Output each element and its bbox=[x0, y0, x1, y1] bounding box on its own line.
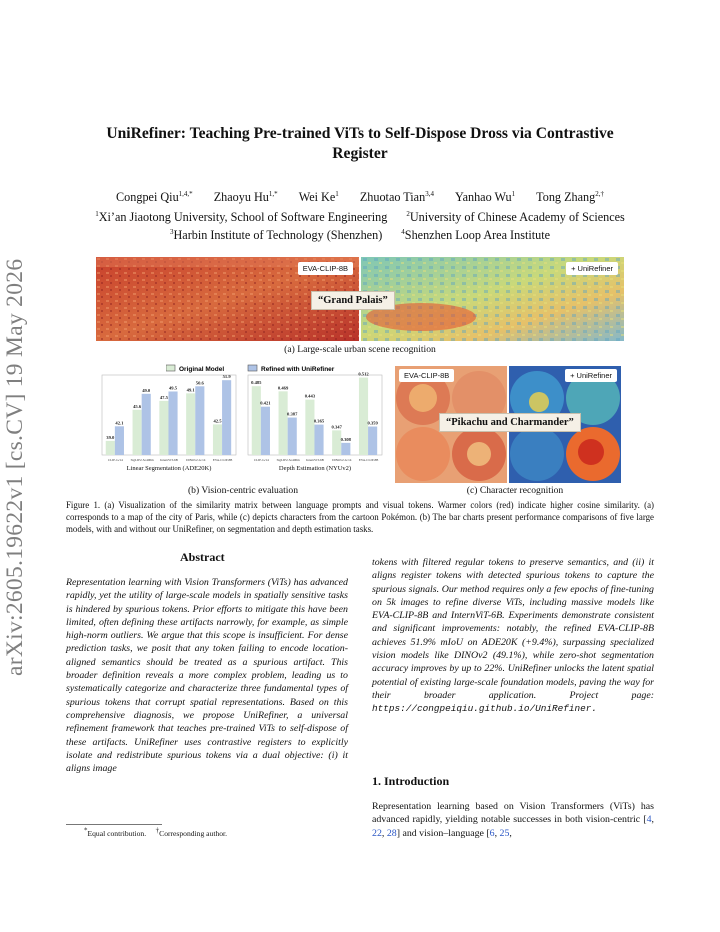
bar-value-label: 0.387 bbox=[287, 411, 298, 417]
author: Yanhao Wu$^1$ bbox=[454, 189, 516, 204]
bar-value-label: 0.469 bbox=[277, 385, 289, 391]
title-line-2: Register bbox=[332, 145, 388, 162]
model-tag-original-c: EVA-CLIP-8B bbox=[399, 369, 454, 382]
bar bbox=[115, 426, 124, 455]
bar bbox=[359, 378, 368, 455]
bar-value-label: 51.9 bbox=[222, 374, 231, 380]
tick-label: CLIP-G/14 bbox=[107, 458, 123, 462]
citation-link[interactable]: 22 bbox=[372, 827, 382, 839]
abstract-right-column: tokens with filtered regular tokens to preserve semantics, and (ii) it aligns register tokens with detected spurious tokens to capture the spurious signals. Our method requires only a few epochs of fine-tuning on 5k images to refine diverse ViTs, including massive models like EVA-CLIP-8B and InternViT-6B. Experiments demonstrate consistent and significant improvements: notably, the refined EVA-CLIP-8B achieves 51.9% mIoU on ADE20K (+9.4%), surpassing specialized vision models like DINOv2 (49.1%), while zero-shot segmentation accuracy improves by up to 22%. UniRefiner unlocks the latent spatial potential of existing large-scale foundation models, paving the way for their broader application. Project page: https://congpeiqiu.github.io/UniRefiner. bbox=[372, 557, 654, 715]
citation-link[interactable]: 28 bbox=[386, 827, 397, 839]
bar-value-label: 49.5 bbox=[168, 385, 178, 391]
bar-value-label: 45.6 bbox=[133, 403, 142, 409]
bar bbox=[168, 391, 177, 455]
intro-heading: 1. Introduction bbox=[372, 774, 450, 788]
bar bbox=[222, 380, 231, 455]
heatmap-refined-urban bbox=[361, 257, 624, 341]
bar-value-label: 50.6 bbox=[195, 380, 204, 386]
tick-label: EVA-CLIP-8B bbox=[212, 458, 233, 462]
bar bbox=[341, 443, 350, 455]
citation-link[interactable]: 25 bbox=[499, 827, 510, 839]
model-tag-refined-c: + UniRefiner bbox=[565, 369, 617, 382]
bar bbox=[305, 400, 314, 455]
bar bbox=[368, 427, 377, 455]
citation-link[interactable]: 4 bbox=[646, 814, 652, 826]
tick-label: SigLIP2-So400m bbox=[130, 458, 154, 462]
bar bbox=[186, 393, 195, 455]
bar bbox=[195, 386, 204, 455]
bar-value-label: 0.485 bbox=[251, 380, 262, 386]
bar bbox=[133, 410, 142, 455]
project-url[interactable]: https://congpeiqiu.github.io/UniRefiner. bbox=[372, 703, 598, 715]
tick-label: InternViT-6B bbox=[160, 458, 178, 462]
bar bbox=[332, 430, 341, 455]
affiliations-line-2: $^3$Harbin Institute of Technology (Shenzhen) $^4$Shenzhen Loop Area Institute bbox=[169, 227, 550, 242]
bar-value-label: 49.0 bbox=[142, 387, 151, 393]
bar-value-label: 39.0 bbox=[106, 434, 115, 440]
bar-value-label: 0.308 bbox=[340, 436, 351, 442]
model-tag-refined: + UniRefiner bbox=[566, 262, 618, 275]
abstract-heading: Abstract bbox=[180, 550, 225, 564]
prompt-callout-urban: “Grand Palais” bbox=[311, 291, 395, 310]
author: Zhuotao Tian$^{3,4}$ bbox=[359, 189, 434, 204]
tick-label: DINOv2-G/14 bbox=[186, 458, 206, 462]
bar-value-label: 47.5 bbox=[159, 394, 168, 400]
bar-value-label: 0.347 bbox=[331, 424, 342, 430]
legend-label-refined: Refined with UniRefiner bbox=[261, 366, 335, 373]
prompt-callout-character: “Pikachu and Charmander” bbox=[439, 413, 581, 432]
tick-label: DINOv2-G/14 bbox=[332, 458, 352, 462]
bar bbox=[288, 418, 297, 455]
paper-title bbox=[60, 124, 660, 164]
bar-value-label: 0.421 bbox=[260, 400, 271, 406]
bar bbox=[252, 386, 261, 455]
bar-value-label: 42.5 bbox=[213, 418, 222, 424]
model-tag-original: EVA-CLIP-8B bbox=[298, 262, 353, 275]
axis-label: Linear Segmentation (ADE20K) bbox=[126, 465, 212, 472]
bar-value-label: 0.512 bbox=[358, 371, 369, 377]
bar bbox=[106, 441, 115, 455]
bar-value-label: 0.443 bbox=[304, 393, 316, 399]
tick-label: CLIP-G/14 bbox=[253, 458, 269, 462]
bar-chart-depth bbox=[244, 371, 386, 475]
abstract-left-column: Representation learning with Vision Transformers (ViTs) has advanced rapidly, yet the utility of large-scale models in spatially sensitive tasks is hindered by spurious tokens. Prior efforts to mitigate this have been limited, often defining these artifacts narrowly, for example, as simple high-norm outliers. We argue that this scope is insufficient. For dense prediction tasks, we posit that any token failing to encode location-aligned semantics should be treated as a spurious artifact. This broader definition reveals a more complex problem, leading us to systematically categorize and characterize three fundamental types of spurious tokens that corrupt spatial representations. Based on this comprehensive diagnosis, we propose UniRefiner, a universal refinement framework that teaches pre-trained ViTs to self-dispose of these artifacts. UniRefiner uses contrastive registers to explicitly isolate and redistribute spurious tokens via a dual objective: (i) it aligns image bbox=[66, 577, 348, 775]
bar bbox=[279, 391, 288, 455]
bar-value-label: 42.1 bbox=[115, 420, 124, 426]
tick-label: SigLIP2-So400m bbox=[276, 458, 300, 462]
affiliations-line-1: $^1$Xi’an Jiaotong University, School of Software Engineering $^2$University of Chinese Academy of Sciences bbox=[95, 209, 625, 224]
figure-caption: Figure 1. (a) Visualization of the similarity matrix between language prompts and visual tokens. Warmer colors (red) indicate higher cosine similarity. (a) corresponds to a map of the city of Paris, while (c) depicts characters from the cartoon Pokémon. (b) The bar charts present performance comparisons of five large models, with and without our UniRefiner, on segmentation and depth estimation tasks. bbox=[66, 500, 654, 534]
author: Congpei Qiu$^{1,4,*}$ bbox=[116, 189, 193, 204]
citation-link[interactable]: 6 bbox=[489, 827, 495, 839]
bar-value-label: 0.359 bbox=[367, 420, 378, 426]
arxiv-stamp: arXiv:2605.19622v1 [cs.CV] 19 May 2026 bbox=[2, 258, 28, 676]
panel-b-caption: (b) Vision-centric evaluation bbox=[187, 485, 299, 496]
bar bbox=[261, 407, 270, 455]
bar-value-label: 49.1 bbox=[186, 387, 195, 393]
bar bbox=[213, 424, 222, 455]
legend-label-original: Original Model bbox=[179, 366, 225, 373]
panel-a-caption: (a) Large-scale urban scene recognition bbox=[284, 344, 436, 355]
panel-c-caption: (c) Character recognition bbox=[466, 485, 564, 496]
bar bbox=[142, 394, 151, 455]
author: Wei Ke$^1$ bbox=[298, 189, 339, 204]
footnote-rule bbox=[66, 824, 162, 825]
author: Tong Zhang$^{2,\dagger}$ bbox=[536, 189, 604, 204]
axis-label: Depth Estimation (NYUv2) bbox=[278, 465, 352, 472]
author: Zhaoyu $Hu^{1,*}$ bbox=[213, 189, 278, 204]
footnote: *Equal contribution. †Corresponding author. bbox=[84, 826, 228, 838]
tick-label: EVA-CLIP-8B bbox=[358, 458, 379, 462]
bar bbox=[159, 401, 168, 455]
bar-value-label: 0.365 bbox=[313, 418, 325, 424]
title-line-1: UniRefiner: Teaching Pre-trained ViTs to Self-Dispose Dross via Contrastive bbox=[106, 125, 614, 142]
author-list bbox=[60, 190, 660, 205]
intro-paragraph: Representation learning based on Vision Transformers (ViTs) has advanced rapidly, yielding notable successes in both vision-centric [4, 22, 28] and vision–language [6, 25, bbox=[372, 801, 654, 839]
tick-label: InternViT-6B bbox=[306, 458, 324, 462]
bar bbox=[314, 425, 323, 455]
bar-chart-segmentation bbox=[98, 371, 240, 475]
